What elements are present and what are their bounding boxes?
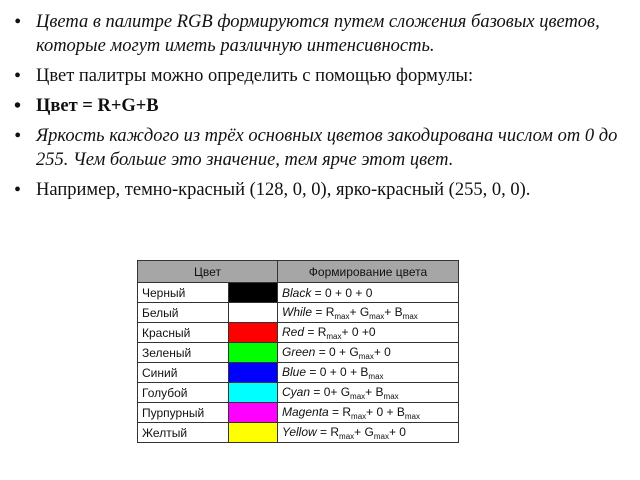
formula-part: = 0 + 0 + 0 <box>311 285 373 300</box>
color-formula <box>278 383 459 403</box>
formula-subscript: max <box>350 391 366 401</box>
formula-color-name: Cyan <box>282 384 311 399</box>
color-swatch <box>229 423 278 443</box>
formula-part: + G <box>354 424 374 439</box>
formula-part: + 0 + B <box>366 404 405 419</box>
formula-part: + B <box>365 384 384 399</box>
color-name: Белый <box>138 303 229 323</box>
color-swatch <box>229 403 278 423</box>
table-row <box>138 283 459 303</box>
formula-subscript: max <box>326 331 342 341</box>
color-swatch <box>229 323 278 343</box>
formula-part: = R <box>328 404 352 419</box>
formula-color-name: Magenta <box>282 404 329 419</box>
formula-subscript: max <box>368 371 384 381</box>
color-swatch <box>229 383 278 403</box>
color-swatch <box>229 363 278 383</box>
color-swatch <box>229 343 278 363</box>
color-name: Зеленый <box>138 343 229 363</box>
table-row <box>138 363 459 383</box>
bullet-list <box>12 10 624 208</box>
table-row <box>138 323 459 343</box>
formula-color-name: Yellow <box>282 424 317 439</box>
color-name: Голубой <box>138 383 229 403</box>
formula-part: = R <box>304 324 327 339</box>
color-table <box>137 260 459 443</box>
formula-subscript: max <box>358 351 374 361</box>
formula-subscript: max <box>383 391 399 401</box>
formula-part: = 0 + 0 + B <box>306 364 369 379</box>
color-formula <box>278 323 459 343</box>
formula-color-name: While <box>282 304 313 319</box>
formula-part: = 0+ G <box>310 384 351 399</box>
formula-color-name: Green <box>282 344 316 359</box>
color-formula <box>278 423 459 443</box>
table-header-row <box>138 261 459 283</box>
formula-part: + B <box>384 304 403 319</box>
color-formula <box>278 403 459 423</box>
formula-color-name: Red <box>282 324 305 339</box>
formula-color-name: Black <box>282 285 312 300</box>
color-formula <box>278 363 459 383</box>
bullet-formula: • Цвет = R+G+B <box>12 94 624 118</box>
color-name: Черный <box>138 283 229 303</box>
color-name: Красный <box>138 323 229 343</box>
bullet-rgb-intro: • Цвета в палитре RGB формируются путем сложения базовых цветов, которые могут иметь различную интенсивность. <box>12 10 624 58</box>
color-name: Желтый <box>138 423 229 443</box>
formula-part: + G <box>349 304 370 319</box>
table-row <box>138 403 459 423</box>
color-formula <box>278 283 459 303</box>
table-row <box>138 343 459 363</box>
bullet-example: • Например, темно-красный (128, 0, 0), ярко-красный (255, 0, 0). <box>12 178 624 202</box>
color-swatch <box>229 283 278 303</box>
table-row <box>138 383 459 403</box>
formula-subscript: max <box>334 311 350 321</box>
color-name: Синий <box>138 363 229 383</box>
formula-subscript: max <box>339 431 355 441</box>
formula-subscript: max <box>351 411 367 421</box>
color-formula <box>278 343 459 363</box>
formula-subscript: max <box>402 311 418 321</box>
color-formula <box>278 303 459 323</box>
bullet-formula-intro: • Цвет палитры можно определить с помощью формулы: <box>12 64 624 88</box>
formula-part: + 0 <box>373 344 391 359</box>
bullet-brightness: • Яркость каждого из трёх основных цветов закодирована числом от 0 до 255. Чем больше это значение, тем ярче этот цвет. <box>12 124 624 172</box>
formula-color-name: Blue <box>282 364 307 379</box>
color-name: Пурпурный <box>138 403 229 423</box>
formula-part: = 0 + G <box>315 344 359 359</box>
formula-subscript: max <box>369 311 385 321</box>
formula-part: = R <box>312 304 335 319</box>
formula-subscript: max <box>404 411 420 421</box>
formula-part: + 0 <box>388 424 406 439</box>
table-row <box>138 303 459 323</box>
formula-part: + 0 +0 <box>341 324 376 339</box>
table-row <box>138 423 459 443</box>
header-color: Цвет <box>138 261 278 283</box>
color-swatch <box>229 303 278 323</box>
formula-subscript: max <box>373 431 389 441</box>
header-formation: Формирование цвета <box>278 261 459 283</box>
formula-part: = R <box>316 424 340 439</box>
